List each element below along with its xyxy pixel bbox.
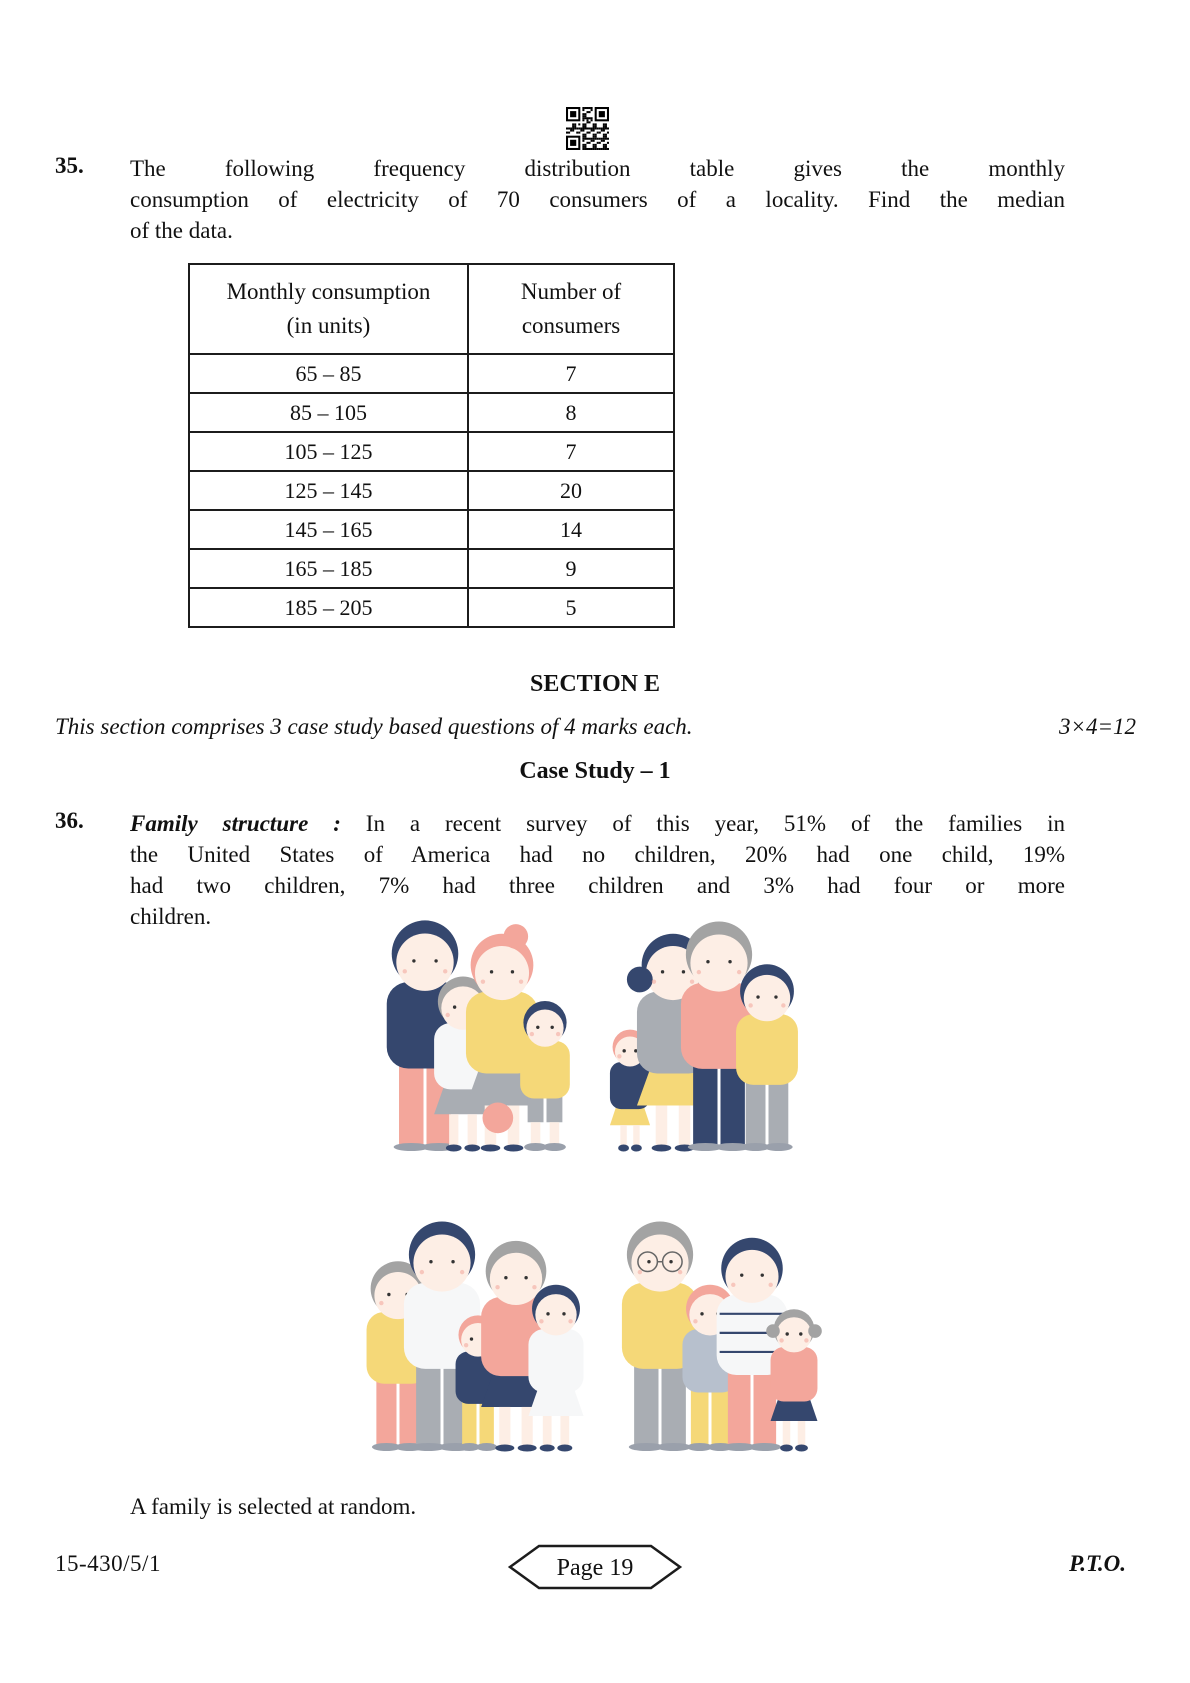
question-36-text — [130, 808, 1065, 932]
family-top-right — [610, 921, 798, 1151]
q36-lead: Family structure : — [130, 811, 341, 836]
frequency-table — [188, 263, 675, 628]
header-line: consumers — [521, 313, 621, 338]
header-line: Monthly consumption — [226, 279, 431, 304]
cell-class-interval: 165 – 185 — [190, 548, 467, 587]
cell-frequency: 20 — [467, 470, 673, 509]
header-monthly-consumption — [190, 265, 467, 353]
pto-label: P.T.O. — [1069, 1551, 1126, 1576]
question-36-number: 36. — [55, 808, 84, 833]
q36-line-3: had two children, 7% had three children and 3% had four or more — [130, 873, 1065, 898]
qr-code — [566, 107, 609, 150]
section-e-instruction: This section comprises 3 case study based questions of 4 marks each. — [55, 714, 693, 739]
case-study-1-heading: Case Study – 1 — [519, 758, 671, 784]
q35-line-2: consumption of electricity of 70 consumers of a locality. Find the median — [130, 187, 1065, 212]
cell-class-interval: 125 – 145 — [190, 470, 467, 509]
header-line: (in units) — [286, 313, 371, 338]
cell-frequency: 8 — [467, 392, 673, 431]
section-e-heading: SECTION E — [529, 671, 661, 697]
cell-frequency: 7 — [467, 353, 673, 392]
page-number-label: Page 19 — [556, 1555, 634, 1581]
cell-frequency: 5 — [467, 587, 673, 626]
section-e-marks: 3×4=12 — [1058, 714, 1136, 739]
family-top-left — [387, 920, 570, 1151]
q36-line-2: the United States of America had no children, 20% had one child, 19% — [130, 842, 1065, 867]
cell-frequency: 14 — [467, 509, 673, 548]
cell-class-interval: 105 – 125 — [190, 431, 467, 470]
q35-line-3: of the data. — [130, 218, 233, 243]
family-bottom-right — [622, 1221, 822, 1451]
cell-frequency: 7 — [467, 431, 673, 470]
q36-line-1-rest: In a recent survey of this year, 51% of the families in — [365, 811, 1065, 836]
section-e-instruction-row — [55, 714, 1136, 740]
header-line: Number of — [520, 279, 622, 304]
cell-class-interval: 145 – 165 — [190, 509, 467, 548]
cell-class-interval: 85 – 105 — [190, 392, 467, 431]
header-number-of-consumers — [467, 265, 673, 353]
page-number-badge — [507, 1543, 683, 1591]
cell-class-interval: 185 – 205 — [190, 587, 467, 626]
q36-line-1 — [130, 808, 1065, 839]
q35-line-1: The following frequency distribution table gives the monthly — [130, 156, 1065, 181]
q36-line-4: children. — [130, 904, 212, 929]
question-35-number: 35. — [55, 153, 84, 178]
question-35-text — [130, 153, 1065, 246]
cell-class-interval: 65 – 85 — [190, 353, 467, 392]
paper-code: 15-430/5/1 — [55, 1551, 161, 1576]
cell-frequency: 9 — [467, 548, 673, 587]
q36-closing-statement: A family is selected at random. — [130, 1494, 417, 1519]
family-bottom-left — [367, 1221, 584, 1451]
